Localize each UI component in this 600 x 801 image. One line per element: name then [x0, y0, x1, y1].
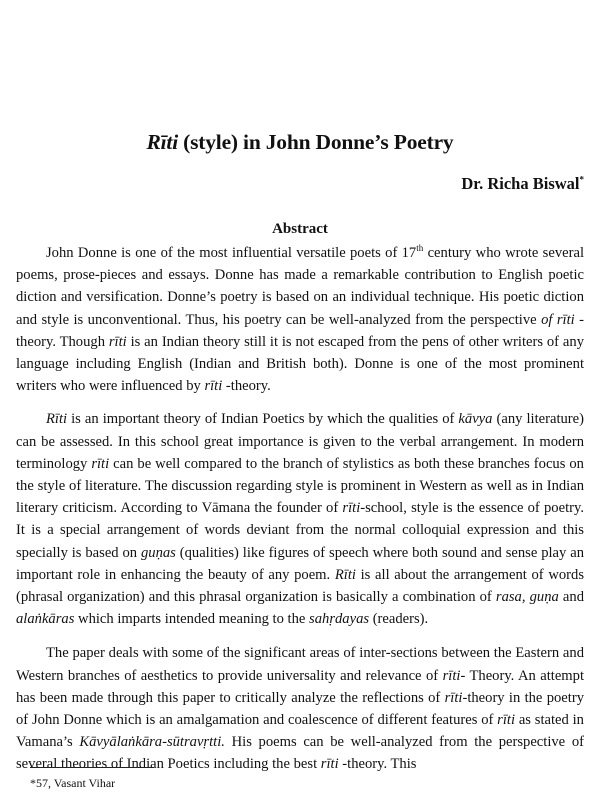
abstract-heading: Abstract — [272, 221, 328, 237]
italic-term: rīti — [497, 712, 516, 729]
text-run: century who wrote several poems, prose-pieces and essays. Donne has made a remarkable contribution to English poetic diction and versification. Donne’s poetry is based on an individual technique. His poetic diction and style is unconventional. Thus, his poetry can be well-analyzed from the perspective — [16, 245, 585, 328]
title-italic-word: Rīti — [146, 130, 178, 154]
text-run: (readers). — [369, 611, 429, 628]
paper-page — [16, 0, 584, 801]
italic-term: rīti — [342, 500, 361, 517]
text-run: -theory. This — [338, 756, 417, 773]
text-run: The paper deals with some of the significant areas of inter-sections between the Eastern and Western branches of aesthetics to provide universality and relevance of — [16, 645, 584, 684]
abstract-body — [16, 242, 584, 786]
author-name: Dr. Richa Biswal — [461, 174, 580, 193]
italic-term: rasa, guṇa — [495, 589, 559, 606]
text-run: His poems can be well-analyzed from the perspective of several theories of Indian Poetics including the best — [16, 734, 584, 773]
text-run: -school, style is the essence of poetry. It is a special arrangement of words deviant from the normal colloquial expression and this specially is based on — [16, 500, 584, 561]
author-line — [461, 173, 584, 195]
text-run: is an Indian theory still it is not escaped from the pens of other writers of any language including English (Indian and British both). Donne is one of the most prominent writers who were influenced by — [16, 333, 584, 395]
abstract-paragraph-1 — [16, 242, 584, 397]
abstract-paragraph-2 — [16, 408, 584, 630]
text-run: and — [558, 589, 584, 606]
text-run: which imparts intended meaning to the — [74, 611, 310, 628]
italic-term: Kāvyālaṅkāra-sūtravṛtti. — [79, 734, 225, 751]
italic-term: rīti — [444, 689, 463, 706]
italic-term: of rīti — [541, 311, 575, 328]
text-run: is all about the arrangement of words (phrasal organization) and this phrasal organization is basically a combination of — [16, 566, 584, 606]
italic-term: Rīti — [46, 411, 68, 428]
text-run: (any literature) can be assessed. In this school great importance is given to the verbal arrangement. In modern terminology — [16, 411, 584, 472]
italic-term: rīti — [204, 378, 223, 395]
italic-term: alaṅkāras — [16, 611, 75, 628]
abstract-paragraph-3 — [16, 642, 584, 775]
text-run: can be well compared to the branch of stylistics as both these branches focus on the style of literature. The discussion regarding style is prominent in Western as well as in Indian literary criticism. According to Vāmana the founder of — [16, 455, 584, 517]
text-run: as stated in Vamana’s — [16, 712, 584, 751]
text-run: John Donne is one of the most influential versatile poets of 17 — [46, 245, 417, 261]
ordinal-superscript: th — [416, 243, 424, 254]
paper-title — [16, 128, 584, 156]
text-run: -theory. Though — [16, 311, 584, 350]
text-run: -theory. — [222, 378, 271, 395]
text-run: -theory in the poetry of John Donne which is an amalgamation and coalescence of different features of — [16, 689, 584, 729]
footnote-divider — [30, 767, 154, 768]
text-run: - Theory. An attempt has been made through this paper to critically analyze the reflections of — [16, 667, 585, 706]
text-run: is an important theory of Indian Poetics by which the qualities of — [67, 411, 459, 428]
italic-term: rīti — [91, 455, 110, 472]
italic-term: guṇas — [140, 544, 176, 561]
italic-term: rīti — [320, 756, 339, 773]
title-rest: (style) in John Donne’s Poetry — [177, 130, 454, 154]
italic-term: sahṛdayas — [309, 611, 370, 628]
text-run: (qualities) like figures of speech where both sound and sense play an important role in enhancing the beauty of any poem. — [16, 544, 584, 583]
italic-term: kāvya — [458, 411, 493, 428]
italic-term: Rīti — [334, 566, 356, 583]
footnote: *57, Vasant Vihar — [30, 776, 116, 790]
italic-term: rīti — [442, 667, 461, 684]
italic-term: rīti — [108, 333, 127, 350]
author-footnote-mark: * — [579, 174, 584, 185]
